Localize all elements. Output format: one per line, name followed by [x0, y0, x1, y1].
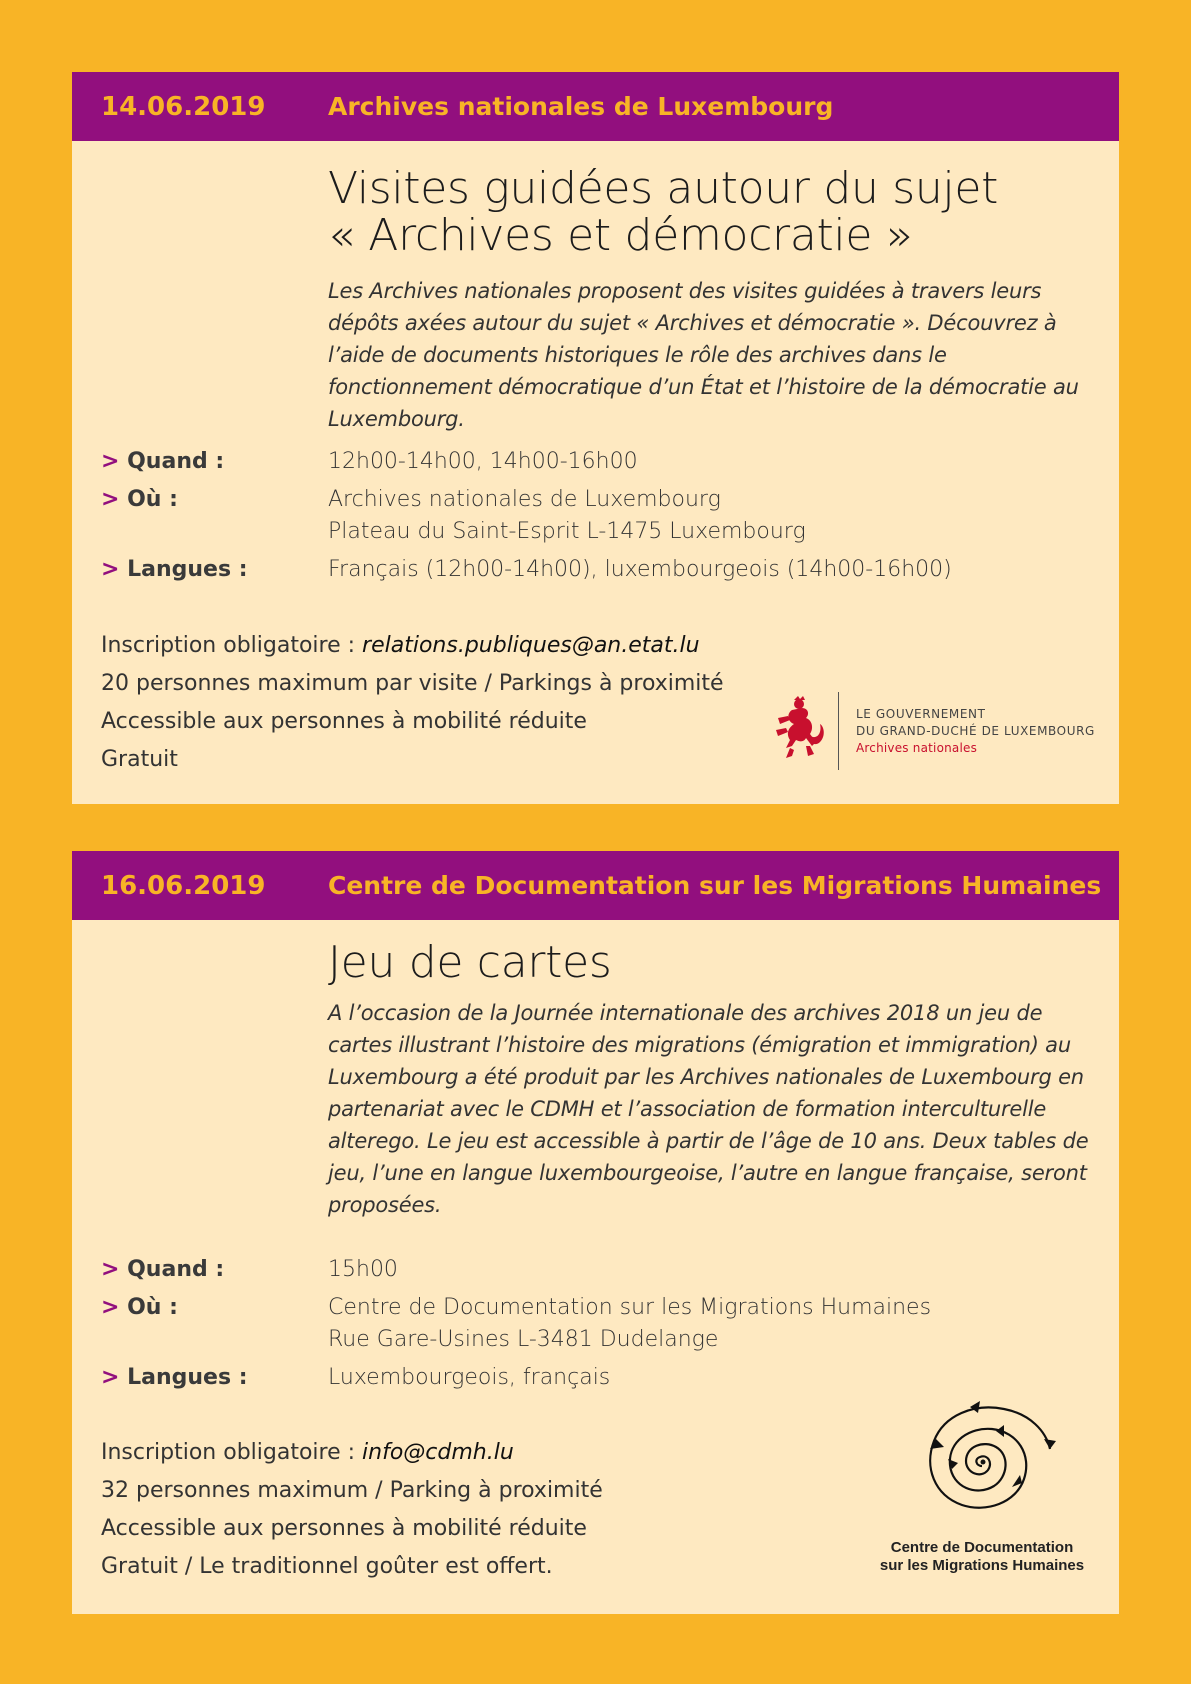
event-practical-info [101, 1434, 603, 1586]
logo-separator [838, 692, 839, 770]
logo-text-1: LE GOUVERNEMENT [856, 707, 986, 721]
logo-text-2: DU GRAND-DUCHÉ DE LUXEMBOURG [856, 724, 1095, 738]
title-line-2: « Archives et démocratie » [328, 210, 913, 261]
info-row-langues [101, 554, 1101, 586]
arrow-glyph: > [101, 487, 120, 512]
info-row-quand [101, 446, 1101, 478]
title-line-1: Visites guidées autour du sujet [328, 163, 999, 214]
event-banner [72, 851, 1119, 920]
event-title: Jeu de cartes [328, 937, 612, 988]
info-value: Français (12h00-14h00), luxembourgeois (14h00-16h00) [328, 557, 952, 582]
arrow-glyph: > [101, 1365, 120, 1390]
government-logo [772, 692, 1102, 772]
info-value: 12h00-14h00, 14h00-16h00 [328, 449, 638, 474]
event-card-1 [72, 72, 1119, 804]
event-info [101, 446, 1101, 586]
event-date: 14.06.2019 [101, 91, 266, 122]
info-label: > Quand : [101, 1257, 225, 1282]
red-lion-icon [772, 696, 828, 766]
info-label: > Où : [101, 487, 178, 512]
event-info [101, 1254, 1101, 1394]
info-row-langues [101, 1362, 1101, 1394]
event-banner [72, 72, 1119, 141]
info-row-ou [101, 484, 1101, 548]
price-line: Gratuit / Le traditionnel goûter est offert. [101, 1554, 553, 1579]
info-value: Centre de Documentation sur les Migrations Humaines [328, 1295, 932, 1320]
info-row-quand [101, 1254, 1101, 1286]
info-value: 15h00 [328, 1257, 398, 1282]
arrow-glyph: > [101, 1295, 120, 1320]
event-description: Les Archives nationales proposent des visites guidées à travers leurs dépôts axées autour du sujet « Archives et démocratie ». Découvrez à l’aide de documents historiques le rôle des archives dans le fonctionnement démocratique d’un État et l’histoire de la démocratie au Luxembourg. [328, 279, 1079, 431]
capacity-line: 20 personnes maximum par visite / Parkings à proximité [101, 671, 724, 696]
event-description: A l’occasion de la Journée internationale des archives 2018 un jeu de cartes illustrant l’histoire des migrations (émigration et immigration) au Luxembourg a été produit par les Archives nationales de Luxembourg en partenariat avec le CDMH et l’association de formation interculturelle alterego. Le jeu est accessible à partir de l’âge de 10 ans. Deux tables de jeu, l’une en langue luxembourgeoise, l’autre en langue française, seront proposées. [328, 1001, 1089, 1217]
event-venue: Archives nationales de Luxembourg [328, 92, 834, 121]
event-card-2 [72, 851, 1119, 1614]
info-value: Plateau du Saint-Esprit L-1475 Luxembourg [328, 519, 806, 544]
arrow-glyph: > [101, 1257, 120, 1282]
cdmh-logo [872, 1391, 1092, 1591]
cdmh-logo-text: Centre de Documentation sur les Migrations Humaines [879, 1539, 1085, 1574]
accessibility-line: Accessible aux personnes à mobilité réduite [101, 709, 587, 734]
logo-text-3: Archives nationales [856, 741, 978, 755]
spiral-arrows-icon [872, 1391, 1092, 1531]
inscription-email-link[interactable]: info@cdmh.lu [362, 1440, 514, 1465]
info-value: Rue Gare-Usines L-3481 Dudelange [328, 1327, 719, 1352]
event-venue: Centre de Documentation sur les Migrations Humaines [328, 871, 1102, 900]
event-practical-info [101, 627, 724, 779]
arrow-glyph: > [101, 449, 120, 474]
info-label: > Langues : [101, 557, 248, 582]
inscription-line: Inscription obligatoire : relations.publiques@an.etat.lu [101, 633, 700, 658]
info-label: > Quand : [101, 449, 225, 474]
info-row-ou [101, 1292, 1101, 1356]
capacity-line: 32 personnes maximum / Parking à proximité [101, 1478, 603, 1503]
info-value: Archives nationales de Luxembourg [328, 487, 721, 512]
info-label: > Langues : [101, 1365, 248, 1390]
inscription-email-link[interactable]: relations.publiques@an.etat.lu [362, 633, 700, 658]
accessibility-line: Accessible aux personnes à mobilité réduite [101, 1516, 587, 1541]
event-date: 16.06.2019 [101, 870, 266, 901]
info-value: Luxembourgeois, français [328, 1365, 611, 1390]
price-line: Gratuit [101, 747, 178, 772]
event-title [328, 165, 998, 259]
inscription-line: Inscription obligatoire : info@cdmh.lu [101, 1440, 514, 1465]
arrow-glyph: > [101, 557, 120, 582]
info-label: > Où : [101, 1295, 178, 1320]
